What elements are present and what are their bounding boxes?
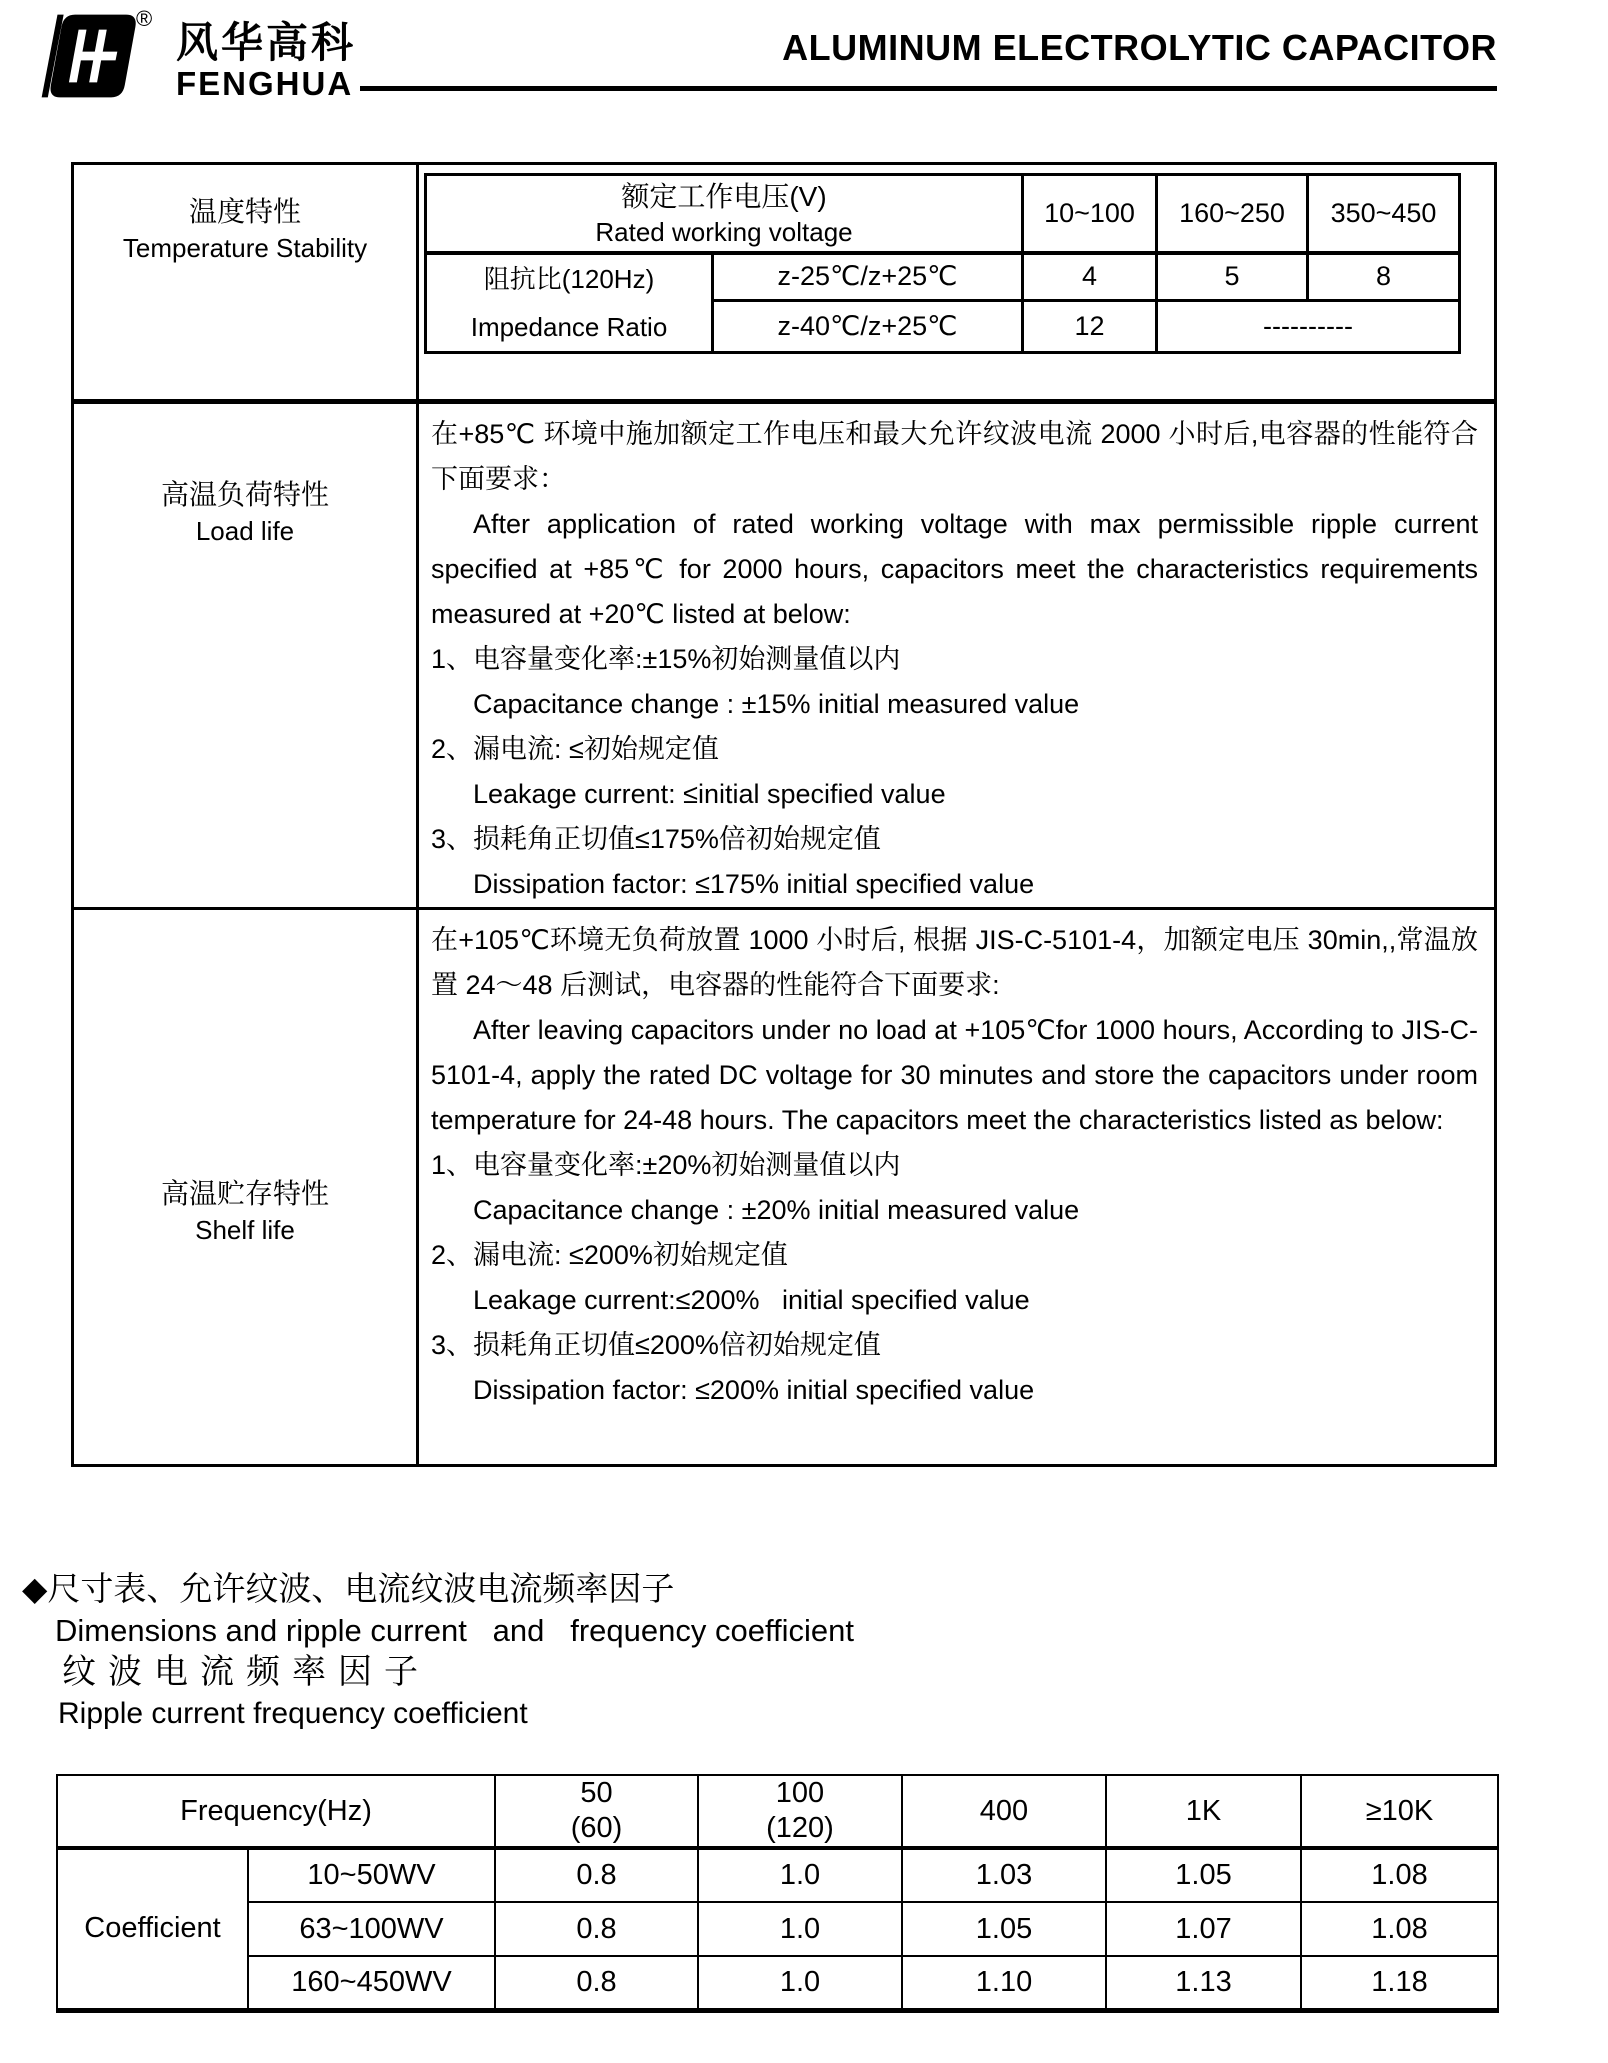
load-life-item3-en: Dissipation factor: ≤175% initial specified value bbox=[473, 869, 1035, 899]
load-life-label-cn: 高温负荷特性 bbox=[160, 479, 329, 510]
load-life-label bbox=[73, 402, 418, 909]
section-subheading-cn: 纹波电流频率因子 bbox=[62, 1653, 430, 1691]
impedance-ratio-label-en: Impedance Ratio bbox=[470, 311, 668, 342]
frequency-header-row bbox=[57, 1775, 1498, 1848]
shelf-life-text bbox=[418, 909, 1496, 1466]
load-life-item1-cn: 1、电容量变化率:±15%初始测量值以内 bbox=[431, 644, 901, 674]
coef-10-50wv-100: 1.0 bbox=[698, 1848, 902, 1902]
rated-voltage-header-row bbox=[426, 175, 1460, 253]
shelf-life-item1-en: Capacitance change : ±20% initial measured value bbox=[473, 1195, 1080, 1225]
impedance-ratio-label-cn: 阻抗比(120Hz) bbox=[483, 263, 655, 294]
freq-col-10k-line1: ≥10K bbox=[1365, 1794, 1434, 1827]
range-10-50wv: 10~50WV bbox=[248, 1848, 495, 1902]
spec-table bbox=[71, 162, 1497, 1467]
freq-col-100-line1: 100 bbox=[775, 1777, 825, 1809]
impedance-ratio-table bbox=[424, 173, 1461, 354]
temperature-stability-row bbox=[73, 164, 1496, 402]
load-life-item2-cn: 2、漏电流: ≤初始规定值 bbox=[431, 734, 719, 764]
impedance-ratio-label bbox=[426, 253, 713, 353]
shelf-life-row bbox=[73, 909, 1496, 1466]
coefficient-header: Coefficient bbox=[57, 1848, 248, 2010]
logo-name-cn: 风华高科 bbox=[176, 19, 357, 66]
load-life-para-cn: 在+85℃ 环境中施加额定工作电压和最大允许纹波电流 2000 小时后,电容器的性能符合下面要求： bbox=[431, 419, 1478, 494]
z25-value-10-100: 4 bbox=[1023, 253, 1157, 301]
logo-name-en: FENGHUA bbox=[176, 65, 354, 102]
voltage-range-10-100: 10~100 bbox=[1023, 175, 1157, 253]
load-life-para-en: After application of rated working voltage with max permissible ripple current specified at +85℃ for 2000 hours, capacitors meet the characteristics requirements measured at +20℃ listed at below: bbox=[431, 509, 1478, 629]
freq-col-50 bbox=[495, 1775, 698, 1848]
freq-col-400 bbox=[902, 1775, 1106, 1848]
freq-col-100-line2: (120) bbox=[766, 1812, 834, 1844]
range-160-450wv: 160~450WV bbox=[248, 1956, 495, 2010]
shelf-life-item3-cn: 3、损耗角正切值≤200%倍初始规定值 bbox=[431, 1330, 881, 1360]
logo-text bbox=[176, 12, 356, 102]
z25-value-350-450: 8 bbox=[1308, 253, 1460, 301]
fenghua-logo-mark bbox=[24, 6, 153, 100]
condition-z25: z-25℃/z+25℃ bbox=[713, 253, 1023, 301]
rated-voltage-header-en: Rated working voltage bbox=[595, 216, 853, 247]
coef-160-450wv-1k: 1.13 bbox=[1106, 1956, 1301, 2010]
z25-value-160-250: 5 bbox=[1157, 253, 1308, 301]
condition-z40: z-40℃/z+25℃ bbox=[713, 301, 1023, 353]
freq-col-1k bbox=[1106, 1775, 1301, 1848]
shelf-life-para-cn: 在+105℃环境无负荷放置 1000 小时后, 根据 JIS-C-5101-4，加额定电压 30min,,常温放置 24～48 后测试，电容器的性能符合下面要求: bbox=[431, 925, 1478, 1000]
coef-160-450wv-10k: 1.18 bbox=[1301, 1956, 1498, 2010]
voltage-range-160-250: 160~250 bbox=[1157, 175, 1308, 253]
title-rule bbox=[360, 86, 1497, 91]
section-subheading-en: Ripple current frequency coefficient bbox=[58, 1697, 528, 1730]
coefficient-row-160-450wv bbox=[57, 1956, 1498, 2010]
freq-col-100 bbox=[698, 1775, 902, 1848]
coef-63-100wv-50: 0.8 bbox=[495, 1902, 698, 1956]
page-title: ALUMINUM ELECTROLYTIC CAPACITOR bbox=[782, 27, 1497, 68]
freq-col-10k bbox=[1301, 1775, 1498, 1848]
section-heading bbox=[22, 1568, 854, 1734]
fenghua-logo bbox=[24, 6, 357, 102]
load-life-item2-en: Leakage current: ≤initial specified value bbox=[473, 779, 946, 809]
temperature-stability-label bbox=[73, 164, 418, 402]
coef-160-450wv-400: 1.10 bbox=[902, 1956, 1106, 2010]
load-life-row bbox=[73, 402, 1496, 909]
coefficient-row-10-50wv bbox=[57, 1848, 1498, 1902]
section-heading-cn: ◆尺寸表、允许纹波、电流纹波电流频率因子 bbox=[22, 1570, 675, 1607]
shelf-life-item2-cn: 2、漏电流: ≤200%初始规定值 bbox=[431, 1240, 788, 1270]
coef-63-100wv-1k: 1.07 bbox=[1106, 1902, 1301, 1956]
coef-63-100wv-10k: 1.08 bbox=[1301, 1902, 1498, 1956]
coef-160-450wv-100: 1.0 bbox=[698, 1956, 902, 2010]
freq-col-400-line1: 400 bbox=[979, 1794, 1029, 1827]
coef-10-50wv-50: 0.8 bbox=[495, 1848, 698, 1902]
section-heading-en: Dimensions and ripple current and frequency coefficient bbox=[55, 1613, 854, 1648]
temperature-stability-label-cn: 温度特性 bbox=[188, 196, 301, 227]
z40-value-160-450: ---------- bbox=[1157, 301, 1460, 353]
shelf-life-para-en: After leaving capacitors under no load at +105℃for 1000 hours, According to JIS-C-5101-4, apply the rated DC voltage for 30 minutes and store the capacitors under room temperature for 24-48 hours. The capacitors meet the characteristics listed as below: bbox=[431, 1015, 1478, 1135]
shelf-life-label-cn: 高温贮存特性 bbox=[160, 1178, 329, 1209]
shelf-life-label bbox=[73, 909, 418, 1466]
load-life-item3-cn: 3、损耗角正切值≤175%倍初始规定值 bbox=[431, 824, 881, 854]
coef-160-450wv-50: 0.8 bbox=[495, 1956, 698, 2010]
range-63-100wv: 63~100WV bbox=[248, 1902, 495, 1956]
z40-value-10-100: 12 bbox=[1023, 301, 1157, 353]
load-life-item1-en: Capacitance change : ±15% initial measured value bbox=[473, 689, 1080, 719]
frequency-header: Frequency(Hz) bbox=[57, 1775, 495, 1848]
fenghua-logo-icon bbox=[24, 12, 142, 100]
temperature-stability-label-en: Temperature Stability bbox=[122, 233, 368, 263]
rated-voltage-header-cn: 额定工作电压(V) bbox=[621, 180, 827, 212]
shelf-life-label-en: Shelf life bbox=[195, 1215, 295, 1245]
registered-trademark: ® bbox=[136, 6, 153, 31]
shelf-life-item3-en: Dissipation factor: ≤200% initial specified value bbox=[473, 1375, 1035, 1405]
coef-10-50wv-400: 1.03 bbox=[902, 1848, 1106, 1902]
shelf-life-item1-cn: 1、电容量变化率:±20%初始测量值以内 bbox=[431, 1150, 901, 1180]
shelf-life-item2-en: Leakage current:≤200% initial specified value bbox=[473, 1285, 1030, 1315]
freq-col-50-line2: (60) bbox=[570, 1812, 623, 1844]
load-life-label-en: Load life bbox=[195, 516, 295, 546]
impedance-z25-row bbox=[426, 253, 1460, 301]
coef-63-100wv-400: 1.05 bbox=[902, 1902, 1106, 1956]
frequency-coefficient-table bbox=[56, 1774, 1499, 2013]
coef-63-100wv-100: 1.0 bbox=[698, 1902, 902, 1956]
coef-10-50wv-10k: 1.08 bbox=[1301, 1848, 1498, 1902]
voltage-range-350-450: 350~450 bbox=[1308, 175, 1460, 253]
coefficient-row-63-100wv bbox=[57, 1902, 1498, 1956]
freq-col-50-line1: 50 bbox=[580, 1777, 613, 1809]
temperature-stability-content bbox=[418, 164, 1496, 402]
freq-col-1k-line1: 1K bbox=[1185, 1794, 1222, 1827]
coef-10-50wv-1k: 1.05 bbox=[1106, 1848, 1301, 1902]
rated-voltage-header bbox=[426, 175, 1023, 253]
load-life-text bbox=[418, 402, 1496, 909]
